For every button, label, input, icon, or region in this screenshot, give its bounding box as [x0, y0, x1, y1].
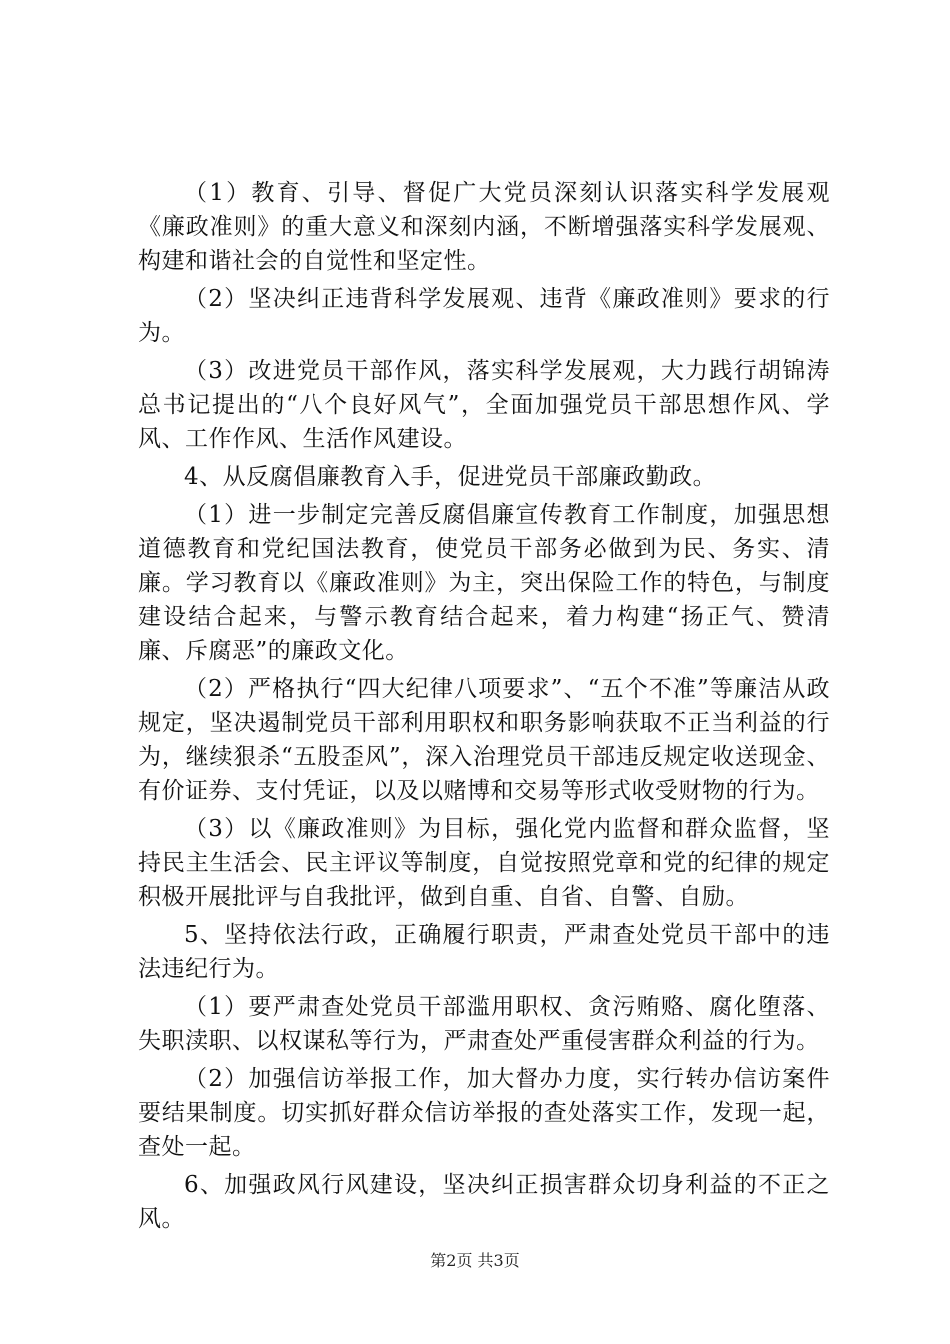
section-heading-4: 4、从反腐倡廉教育入手，促进党员干部廉政勤政。: [184, 464, 717, 490]
paragraph-1: （1）教育、引导、督促广大党员深刻认识落实科学发展观《廉政准则》的重大意义和深刻内涵，不断增强落实科学发展观、构建和谐社会的自觉性和坚定性。: [138, 180, 830, 274]
paragraph-7: （3）以《廉政准则》为目标，强化党内监督和群众监督，坚持民主生活会、民主评议等制度，自觉按照党章和党的纪律的规定积极开展批评与自我批评，做到自重、自省、自警、自励。: [138, 816, 830, 910]
section-heading-6: 6、加强政风行风建设，坚决纠正损害群众切身利益的不正之风。: [138, 1172, 830, 1232]
page-footer: 第2页 共3页: [430, 1251, 520, 1270]
paragraph-2: （2）坚决纠正违背科学发展观、违背《廉政准则》要求的行为。: [138, 286, 830, 346]
paragraph-5: （1）进一步制定完善反腐倡廉宣传教育工作制度，加强思想道德教育和党纪国法教育，使党员干部务必做到为民、务实、清廉。学习教育以《廉政准则》为主，突出保险工作的特色，与制度建设结合起来，与警示教育结合起来，着力构建“扬正气、赞清廉、斥腐恶”的廉政文化。: [138, 502, 830, 664]
section-heading-5: 5、坚持依法行政，正确履行职责，严肃查处党员干部中的违法违纪行为。: [138, 922, 830, 982]
paragraph-9: （1）要严肃查处党员干部滥用职权、贪污贿赂、腐化堕落、失职渎职、以权谋私等行为，严肃查处严重侵害群众利益的行为。: [138, 994, 830, 1054]
document-body: [138, 176, 830, 1240]
paragraph-10: （2）加强信访举报工作，加大督办力度，实行转办信访案件要结果制度。切实抓好群众信访举报的查处落实工作，发现一起，查处一起。: [138, 1066, 830, 1160]
paragraph-3: （3）改进党员干部作风，落实科学发展观，大力践行胡锦涛总书记提出的“八个良好风气”，全面加强党员干部思想作风、学风、工作作风、生活作风建设。: [138, 358, 830, 452]
paragraph-6: （2）严格执行“四大纪律八项要求”、“五个不准”等廉洁从政规定，坚决遏制党员干部利用职权和职务影响获取不正当利益的行为，继续狠杀“五股歪风”，深入治理党员干部违反规定收送现金、有价证券、支付凭证，以及以赌博和交易等形式收受财物的行为。: [138, 676, 830, 804]
